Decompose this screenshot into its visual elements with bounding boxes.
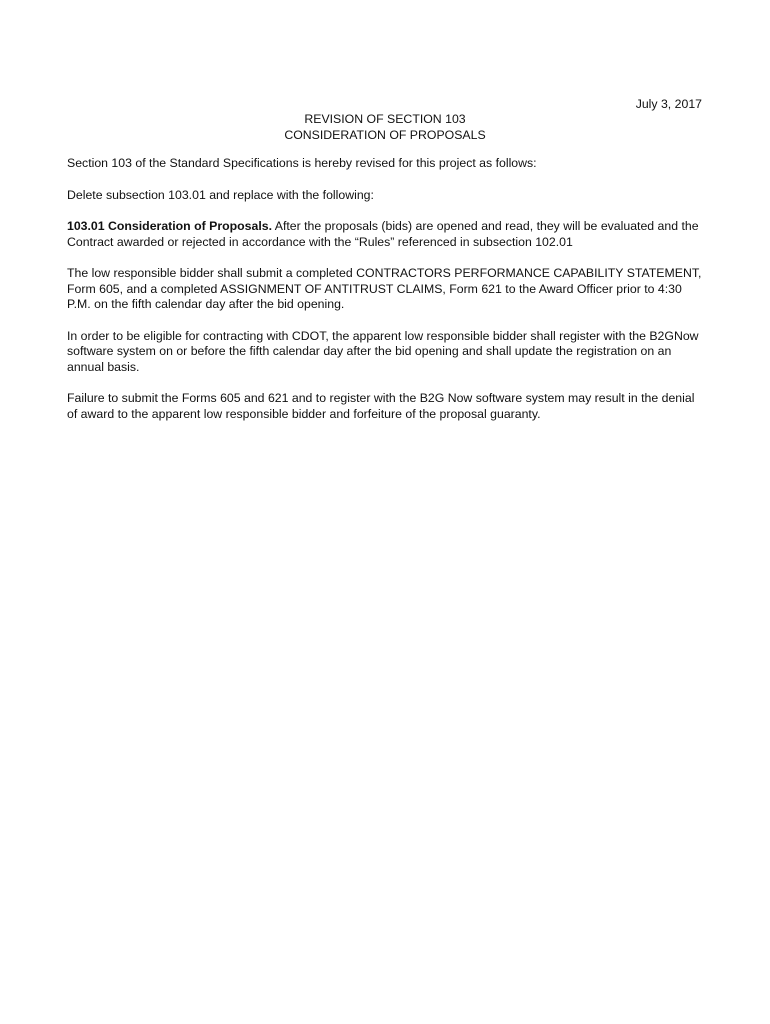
document-date: July 3, 2017 [635, 97, 702, 111]
failure-paragraph: Failure to submit the Forms 605 and 621 and to register with the B2G Now software system may result in the denial of award to the apparent low responsible bidder and forfeiture of the proposal guaranty. [67, 391, 695, 421]
low-bidder-paragraph: The low responsible bidder shall submit a completed CONTRACTORS PERFORMANCE CAPABILITY STATEMENT, Form 605, and a completed ASSIGNMENT OF ANTITRUST CLAIMS, Form 621 to the Award Officer prior to 4:30 P.M. on the fifth calendar day after the bid opening. [67, 266, 702, 311]
delete-instruction-paragraph: Delete subsection 103.01 and replace with the following: [67, 187, 374, 202]
title-line-1: REVISION OF SECTION 103 [304, 112, 466, 126]
document-body [67, 156, 707, 438]
subsection-text: After the proposals (bids) are opened and read, they will be evaluated and the Contract awarded or rejected in accordance with the “Rules” referenced in subsection 102.01 [67, 219, 699, 249]
registration-paragraph: In order to be eligible for contracting with CDOT, the apparent low responsible bidder shall register with the B2GNow software system on or before the fifth calendar day after the bid opening and shall update the registration on an annual basis. [67, 328, 699, 374]
title-line-2: CONSIDERATION OF PROPOSALS [284, 128, 486, 142]
subsection-paragraph [67, 219, 707, 250]
subsection-heading: 103.01 Consideration of Proposals. [67, 219, 273, 233]
intro-paragraph: Section 103 of the Standard Specifications is hereby revised for this project as follows: [67, 156, 537, 170]
document-title [0, 111, 770, 143]
